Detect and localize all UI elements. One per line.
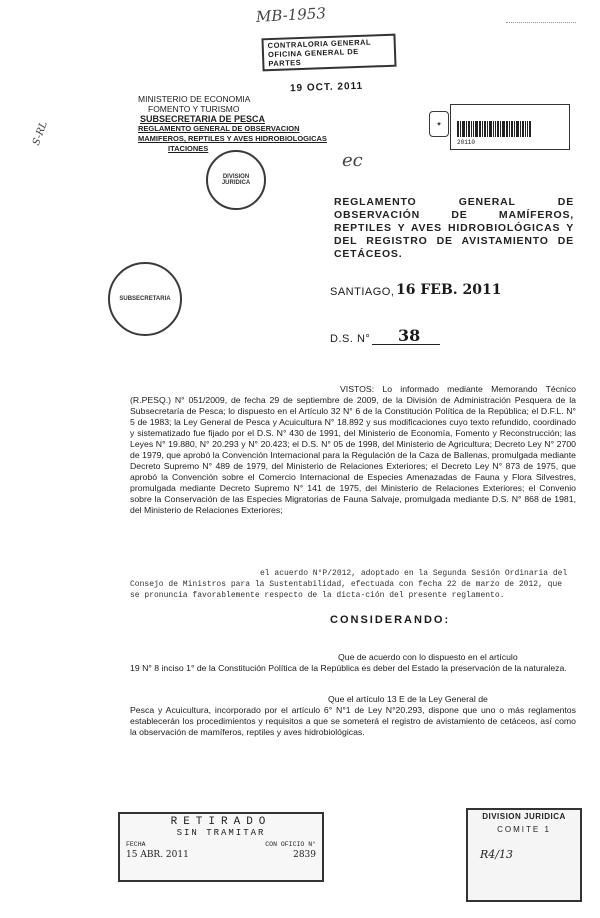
stamp-date: 19 OCT. 2011 [289,80,364,95]
ds-label: D.S. N° [330,333,371,345]
ds-number: 38 [398,326,421,345]
oficio-label: CON OFICIO N° [265,841,316,848]
considerando-2: Pesca y Acuicultura, incorporado por el artículo 6° N°1 de Ley N°20.293, dispone que uno o más reglamentos establecerán los procedimientos y requisitos a que se someterá el registro de avistamiento de cetáceos, así como la observación de mamíferos, reptiles y aves hidrobiológicas. [130,705,576,737]
contraloria-stamp [261,34,396,72]
ministry-line5: MAMIFEROS, REPTILES Y AVES HIDROBIOLOGICAS [138,134,327,143]
ministry-line3: SUBSECRETARIA DE PESCA [140,114,266,124]
stamp-line1: CONTRALORIA GENERAL [267,37,372,51]
santiago-label: SANTIAGO, [330,286,395,298]
fecha-value: 15 ABR. 2011 [126,850,189,860]
considerando-1: 19 N° 8 inciso 1° de la Constitución Política de la República es deber del Estado la preservación de la naturaleza. [130,663,567,673]
vistos-paragraph: VISTOS: Lo informado mediante Memorando Técnico (R.PESQ.) N° 051/2009, de fecha 29 de septiembre de 2009, de la División de Administración Pesquera de la Subsecretaría de Pesca; lo dispuesto en el Artículo 32 N° 6 de la Constitución Política de la República; el D.F.L. N° 5 de 1983; la Ley General de Pesca y Acuicultura N° 18.892 y sus modificaciones cuyo texto refundido, coordinado y sistematizado fue fijado por el D.S. N° 430 de 1991, del Ministerio de Economía, Fomento y Reconstrucción; las Leyes N° 19.880, N° 20.293 y N° 20.423; el D.S. N° 05 de 1998, del Ministerio de Agricultura; Decreto Ley N° 2700 de 1979, que aprobó la Convención Internacional para la Regulación de la Caza de Ballenas, promulgada mediante Decreto Supremo N° 489 de 1979, del Ministerio de Relaciones Exteriores; el Decreto Ley N° 873 de 1975, que aprobó la Convención sobre el Comercio Internacional de Especies Amenazadas de Fauna y Flora Silvestres, promulgada mediante Decreto Supremo N° 141 de 1975, del Ministerio de Relaciones Exteriores; el Convenio sobre la Conservación de las Especies Migratorias de Fauna Salvaje, promulgada mediante D.S. N° 868 de 1981, del Ministerio de Relaciones Exteriores; [130,384,576,515]
santiago-date: 16 FEB. 2011 [396,282,502,298]
considerando-1-lead: Que de acuerdo con lo dispuesto en el artículo [338,652,518,662]
ministry-header [138,94,328,154]
stamp-line2: OFICINA GENERAL DE PARTES [267,46,359,69]
barcode-icon [457,121,532,137]
typed-insert: el acuerdo N°P/2012, adoptado en la Segunda Sesión Ordinaria del Consejo de Ministros para la Sustentabilidad, efectuada con fecha 22 de marzo de 2012, que se pronuncia favorablemente respecto de la dicta-ción del presente reglamento. [130,569,568,600]
barcode-number: 20110 [457,139,476,146]
oficio-value: 2839 [293,850,316,860]
handwritten-initials: ec [342,150,363,171]
division-box-handwritten: R4/13 [480,848,513,861]
handwritten-reference-right [506,10,576,23]
subsecretaria-stamp: SUBSECRETARIA [108,262,182,336]
retirado-stamp [118,812,324,882]
ministry-line2: FOMENTO Y TURISMO [148,104,240,114]
decree-title: REGLAMENTO GENERAL DE OBSERVACIÓN DE MAMÍFEROS, REPTILES Y AVES HIDROBIOLÓGICAS Y DEL REGISTRO DE AVISTAMIENTO DE CETÁCEOS. [334,196,574,260]
ministry-line1: MINISTERIO DE ECONOMIA [138,94,251,104]
division-box-line1: DIVISION JURIDICA [482,812,566,821]
division-juridica-box [466,808,582,902]
margin-handwritten-mark: S-RL [30,119,50,148]
division-box-line2: COMITE 1 [497,825,551,834]
retirado-title: RETIRADO [170,816,272,828]
division-juridica-stamp: DIVISION JURIDICA [206,150,266,210]
fecha-label: FECHA [126,841,146,848]
handwritten-reference: MB-1953 [255,4,327,26]
ministry-line4: REGLAMENTO GENERAL DE OBSERVACION [138,124,300,133]
retirado-subtitle: SIN TRAMITAR [176,828,266,838]
ministry-line6: ITACIONES [168,144,209,153]
considerando-heading: CONSIDERANDO: [330,614,451,626]
coat-of-arms-icon: ✦ [429,111,449,137]
considerando-2-lead: Que el artículo 13 E de la Ley General de [328,694,488,704]
barcode-label [436,104,570,150]
